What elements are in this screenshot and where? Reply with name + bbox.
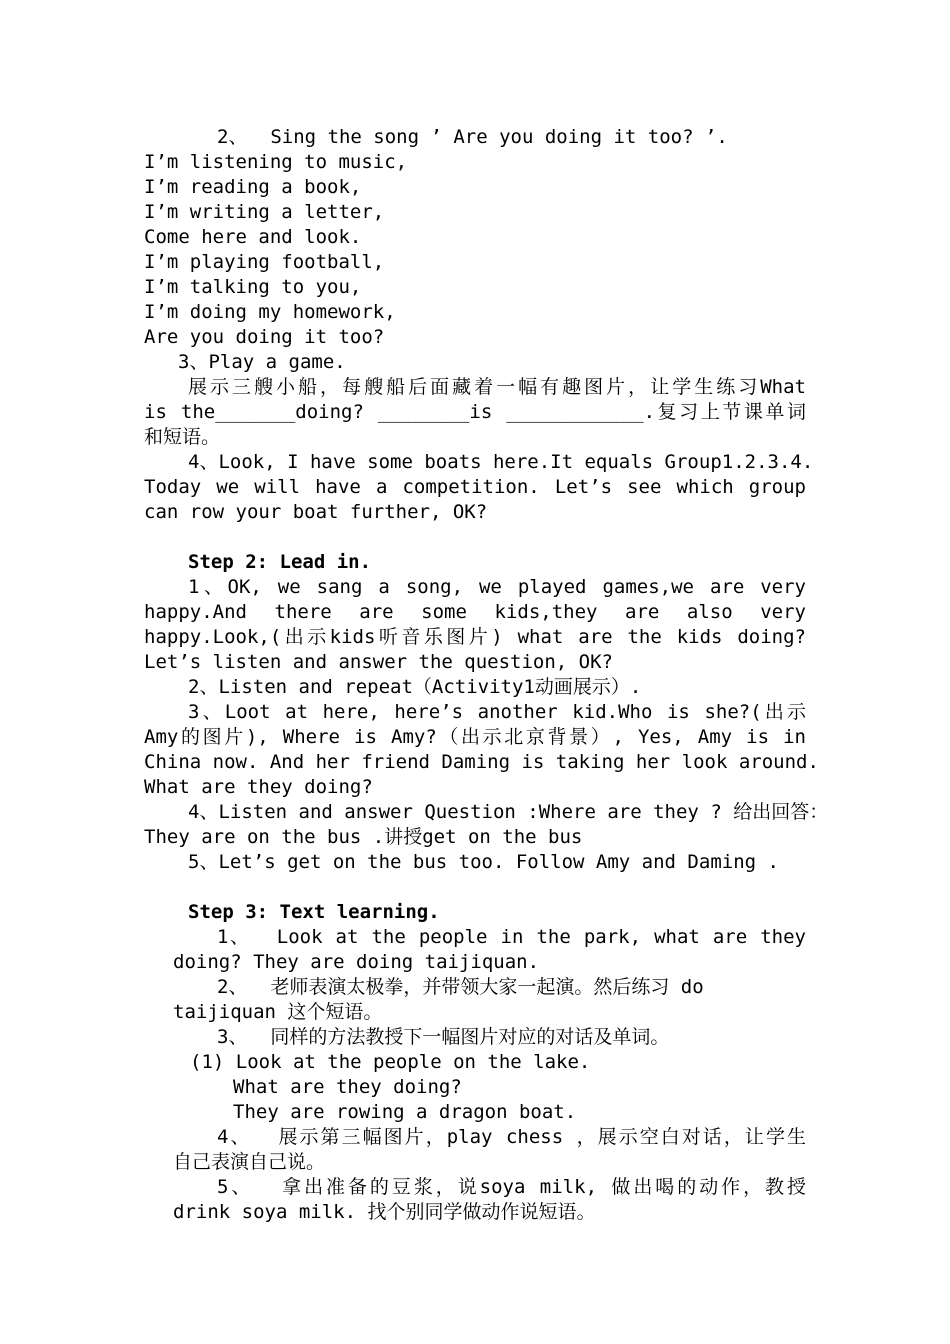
step3-text-line: drink soya milk. 找个别同学做动作说短语。 [173,1201,596,1223]
step2-text-line: 4、Listen and answer Question :Where are they ? 给出回答： [188,801,829,823]
step2-text-line: Let’s listen and answer the question, OK? [144,651,613,673]
step3-text-line: 4、 展示第三幅图片，play chess ，展示空白对话，让学生 [217,1126,806,1148]
song-lyric-line: I’m talking to you, [144,276,362,298]
boats-item-line: Today we will have a competition. Let’s see which group [144,476,806,498]
step3-text-line: doing? They are doing taijiquan. [173,951,540,973]
step3-heading: Step 3: Text learning. [188,901,440,923]
song-lyric-line: I’m doing my homework, [144,301,396,323]
game-description-line: 和短语。 [144,426,221,448]
song-lyric-line: I’m reading a book, [144,176,362,198]
step3-text-line: 自己表演自己说。 [173,1151,326,1173]
song-lyric-line: I’m playing football, [144,251,385,273]
step2-text-line: Amy的图片), Where is Amy?（出示北京背景）, Yes, Amy is in [144,726,806,748]
boats-item-line: can row your boat further, OK? [144,501,488,523]
song-lyric-line: I’m writing a letter, [144,201,385,223]
step3-dialogue-line: They are rowing a dragon boat. [233,1101,577,1123]
step3-dialogue-line: (1) Look at the people on the lake. [190,1051,591,1073]
game-description-line: is the_______doing? ________is ____________.复习上节课单词 [144,401,806,423]
step2-text-line: China now. And her friend Daming is taking her look around. [144,751,819,773]
step3-text-line: taijiquan 这个短语。 [173,1001,383,1023]
boats-item-line: 4、Look, I have some boats here.It equals Group1.2.3.4. [188,451,814,473]
step2-heading: Step 2: Lead in. [188,551,372,573]
song-lyric-line: Are you doing it too? [144,326,385,348]
song-lyric-line: Come here and look. [144,226,362,248]
step2-text-line: 1、OK, we sang a song, we played games,we are very [188,576,806,598]
step3-text-line: 5、 拿出准备的豆浆，说soya milk, 做出喝的动作，教授 [217,1176,806,1198]
step2-text-line: 5、Let’s get on the bus too. Follow Amy and Daming . [188,851,779,873]
step2-text-line: 2、Listen and repeat（Activity1动画展示）. [188,676,642,698]
step2-text-line: happy.Look,(出示kids听音乐图片) what are the kids doing? [144,626,806,648]
game-item-line: 3、Play a game. [178,351,346,373]
step3-text-line: 1、 Look at the people in the park, what are they [217,926,806,948]
step3-text-line: 2、 老师表演太极拳，并带领大家一起演。然后练习 do [217,976,704,998]
step2-text-line: 3、Loot at here, here’s another kid.Who is she?(出示 [188,701,806,723]
step2-text-line: What are they doing? [144,776,373,798]
step2-text-line: They are on the bus .讲授get on the bus [144,826,583,848]
step3-dialogue-line: What are they doing? [233,1076,462,1098]
step3-text-line: 3、 同样的方法教授下一幅图片对应的对话及单词。 [217,1026,670,1048]
song-lyric-line: I’m listening to music, [144,151,408,173]
game-description-line: 展示三艘小船，每艘船后面藏着一幅有趣图片，让学生练习What [188,376,806,398]
song-item-line: 2、 Sing the song ’ Are you doing it too? ’. [217,126,728,148]
step2-text-line: happy.And there are some kids,they are also very [144,601,806,623]
